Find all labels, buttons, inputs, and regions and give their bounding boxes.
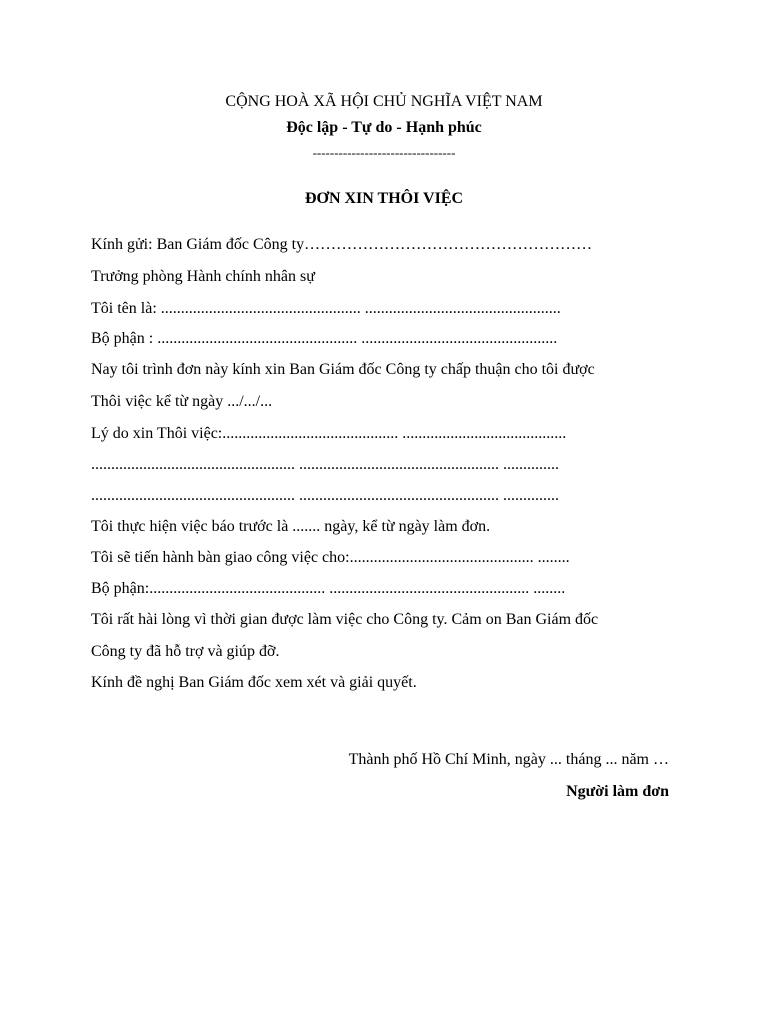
- closing-request-line: Kính đề nghị Ban Giám đốc xem xét và giải quyết.: [91, 674, 417, 691]
- reason-continuation-line-1: ................................................... .................................................. ..............: [91, 456, 559, 473]
- department-line: Bộ phận : .................................................. .................................................: [91, 330, 558, 347]
- name-line: Tôi tên là: .................................................. .................................................: [91, 300, 561, 317]
- handover-line: Tôi sẽ tiến hành bàn giao công việc cho:.............................................. ........: [91, 549, 570, 566]
- header-divider: ---------------------------------: [312, 145, 456, 160]
- gratitude-continuation-line: Công ty đã hỗ trợ và giúp đỡ.: [91, 643, 280, 660]
- addressee-line: Kính gửi: Ban Giám đốc Công ty………………………………………………: [91, 236, 593, 253]
- document-title: ĐƠN XIN THÔI VIỆC: [304, 190, 464, 207]
- effective-date-line: Thôi việc kể từ ngày .../.../...: [91, 393, 273, 410]
- national-motto: Độc lập - Tự do - Hạnh phúc: [286, 119, 482, 136]
- reason-continuation-line-2: ................................................... .................................................. ..............: [91, 487, 559, 504]
- national-title: CỘNG HOÀ XÃ HỘI CHỦ NGHĨA VIỆT NAM: [225, 93, 543, 110]
- place-date-line: Thành phố Hồ Chí Minh, ngày ... tháng ... năm …: [348, 751, 669, 768]
- handover-department-line: Bộ phận:............................................ .................................................. ........: [91, 580, 566, 597]
- reason-line: Lý do xin Thôi việc:............................................ .........................................: [91, 425, 567, 442]
- gratitude-line: Tôi rất hài lòng vì thời gian được làm việc cho Công ty. Cảm on Ban Giám đốc: [91, 611, 599, 628]
- notice-period-line: Tôi thực hiện việc báo trước là ....... ngày, kể từ ngày làm đơn.: [91, 518, 491, 535]
- addressee-department-line: Trưởng phòng Hành chính nhân sự: [91, 268, 315, 285]
- signer-label: Người làm đơn: [566, 783, 669, 800]
- request-line: Nay tôi trình đơn này kính xin Ban Giám đốc Công ty chấp thuận cho tôi được: [91, 361, 595, 378]
